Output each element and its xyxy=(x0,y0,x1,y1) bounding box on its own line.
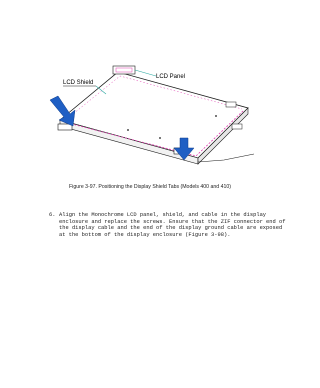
instruction-step xyxy=(49,212,286,238)
screw-hole xyxy=(215,115,217,117)
step-text-line: Align the Monochrome LCD panel, shield, and cable in the display xyxy=(59,212,267,218)
step-number: 6. xyxy=(49,212,56,218)
step-text-line: the display cable and the end of the display ground cable are exposed xyxy=(59,225,283,232)
lcd-panel-connector xyxy=(113,66,135,74)
step-text-line: enclosure and replace the screws. Ensure that the ZIF connector end of xyxy=(59,218,286,225)
side-bracket-upper xyxy=(226,102,236,107)
step-text-line: at the bottom of the display enclosure (Figure 3-98). xyxy=(59,231,231,238)
lcd-assembly-drawing xyxy=(48,38,256,188)
screw-hole xyxy=(159,137,161,139)
lcd-panel-callout xyxy=(135,70,156,76)
display-shield-illustration xyxy=(48,38,256,188)
lcd-shield-label: LCD Shield xyxy=(63,80,94,86)
screw-hole xyxy=(127,129,129,131)
lcd-panel-label: LCD Panel xyxy=(156,74,186,80)
side-bracket-lower xyxy=(232,124,242,129)
figure-caption: Figure 3-97. Positioning the Display Shield Tabs (Models 400 and 410) xyxy=(69,184,231,190)
